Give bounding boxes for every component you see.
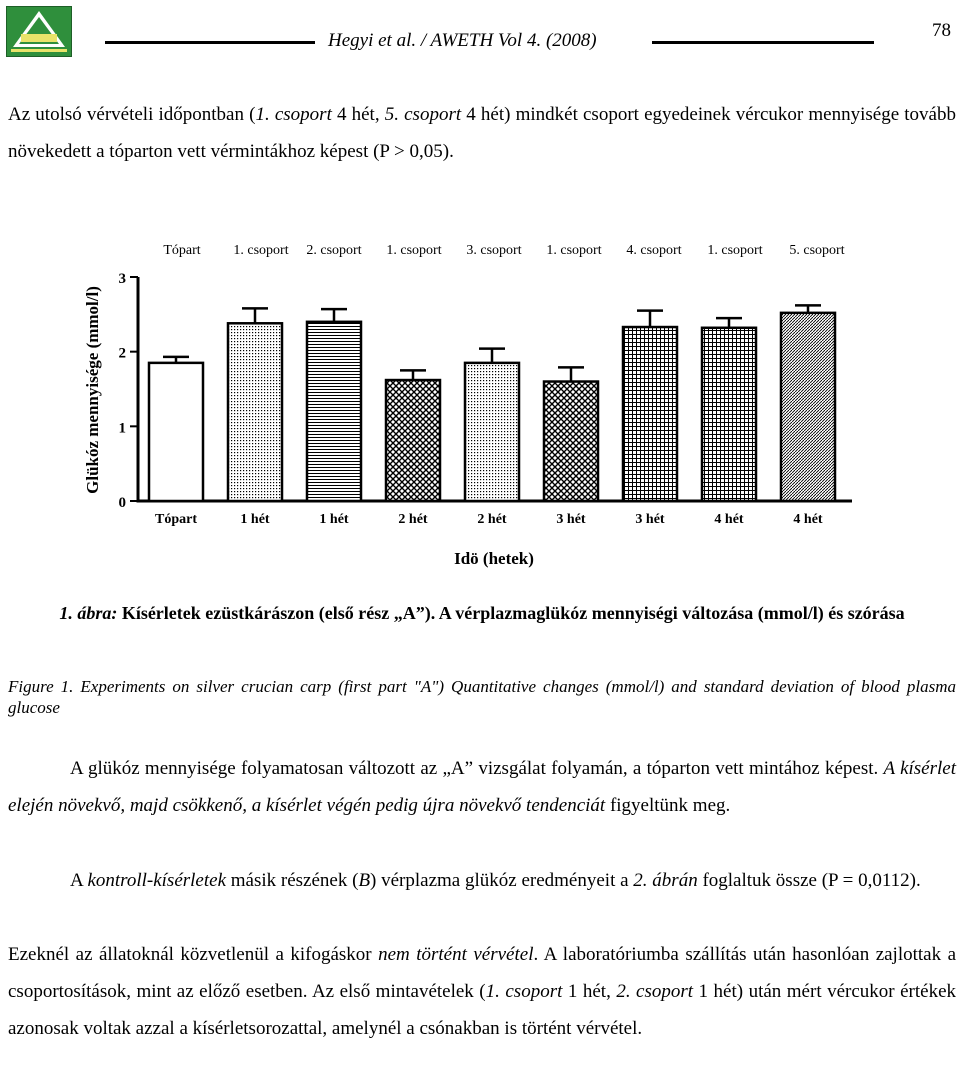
glucose-bar-chart [0,230,960,580]
bar [781,313,835,501]
x-tick-label: 3 hét [556,512,586,527]
chart-svg [0,230,960,580]
group-label: 1. csoport [707,243,763,258]
body-text: 1 hét) után mért vércukor értékek azonosak voltak azzal a kísérletsorozattal, amelynél a csónakban is történt vérvétel. [8,981,957,1039]
intro-text: 4 hét) mindkét csoport egyedeinek vércukor mennyisége tovább növekedett a tóparton vett vérmintákhoz képest (P > 0,05). [8,104,956,162]
body-emphasis: 2. csoport [616,981,694,1002]
y-tick-label: 1 [118,420,126,437]
y-tick-label: 2 [118,345,126,362]
page-number: 78 [932,20,951,41]
bar [386,380,440,501]
group-label: 2. csoport [306,243,362,258]
body-text: A glükóz mennyisége folyamatosan változott az „A” vizsgálat folyamán, a tóparton vett mintához képest. [70,758,884,779]
body-paragraph-2 [8,862,956,899]
bar [702,328,756,501]
header-rule-right [652,41,874,44]
journal-logo [6,6,72,57]
bar [465,363,519,501]
group-label: 3. csoport [466,243,522,258]
header-rule-left [105,41,315,44]
intro-text: 4 hét, [331,104,385,125]
body-text: figyeltünk meg. [605,795,731,816]
group-label: 1. csoport [233,243,289,258]
body-text: A [70,870,88,891]
bar [307,322,361,501]
intro-group-1: 1. csoport [255,104,332,125]
group-label: 5. csoport [789,243,845,258]
body-text: ) vérplazma glükóz eredményeit a [370,870,634,891]
figure-caption-english: Figure 1. Experiments on silver crucian carp (first part "A") Quantitative changes (mmol/l) and standard deviation of blood plasma glucose [8,677,956,717]
body-emphasis: 2. ábrán [633,870,698,891]
body-emphasis: 1. csoport [485,981,563,1002]
body-paragraph-1 [8,750,956,824]
group-label: 1. csoport [546,243,602,258]
y-tick-label: 3 [118,271,126,287]
body-paragraph-3 [8,936,956,1047]
x-tick-label: 3 hét [635,512,665,527]
x-axis-label: Idö (hetek) [454,549,534,568]
x-tick-label: 2 hét [398,512,428,527]
intro-paragraph [8,96,956,170]
body-text: . A laboratóriumba szállítás után hasonlóan zajlottak a csoportosítások, mint az előző esetben. Az első mintavételek ( [8,944,957,1002]
intro-group-5: 5. csoport [384,104,462,125]
figure-caption-hungarian [8,600,956,626]
group-label: 1. csoport [386,243,442,258]
bar [544,382,598,501]
body-emphasis: kontroll-kísérletek [87,870,227,891]
y-tick-label: 0 [118,495,126,511]
bar [149,363,203,501]
bar [228,323,282,501]
x-tick-label: 1 hét [240,512,270,527]
body-emphasis: A kísérlet elején növekvő, majd csökkenő, a kísérlet végén pedig újra növekvő tendenciát [8,758,956,816]
x-tick-label: 2 hét [477,512,507,527]
body-text: 1 hét, [562,981,617,1002]
group-label: 4. csoport [626,243,682,258]
running-title: Hegyi et al. / AWETH Vol 4. (2008) [328,30,597,51]
group-label: Tópart [163,243,201,258]
caption-figure-label: 1. ábra: [59,603,118,623]
x-tick-label: 1 hét [319,512,349,527]
body-text: Ezeknél az állatoknál közvetlenül a kifogáskor [8,944,379,965]
x-tick-label: 4 hét [714,512,744,527]
body-text: másik részének ( [226,870,359,891]
intro-text: Az utolsó vérvételi időpontban ( [8,104,256,125]
bar [623,327,677,501]
caption-text: Kísérletek ezüstkárászon (első rész „A”). A vérplazmaglükóz mennyiségi változása (mmol/l) és szórása [117,603,905,623]
y-axis-label: Glükóz mennyisége (mmol/l) [83,286,102,494]
body-text: foglaltuk össze (P = 0,0112). [697,870,921,891]
body-emphasis: B [358,870,371,891]
body-emphasis: nem történt vérvétel [378,944,534,965]
x-tick-label: 4 hét [793,512,823,527]
x-tick-label: Tópart [155,512,197,527]
